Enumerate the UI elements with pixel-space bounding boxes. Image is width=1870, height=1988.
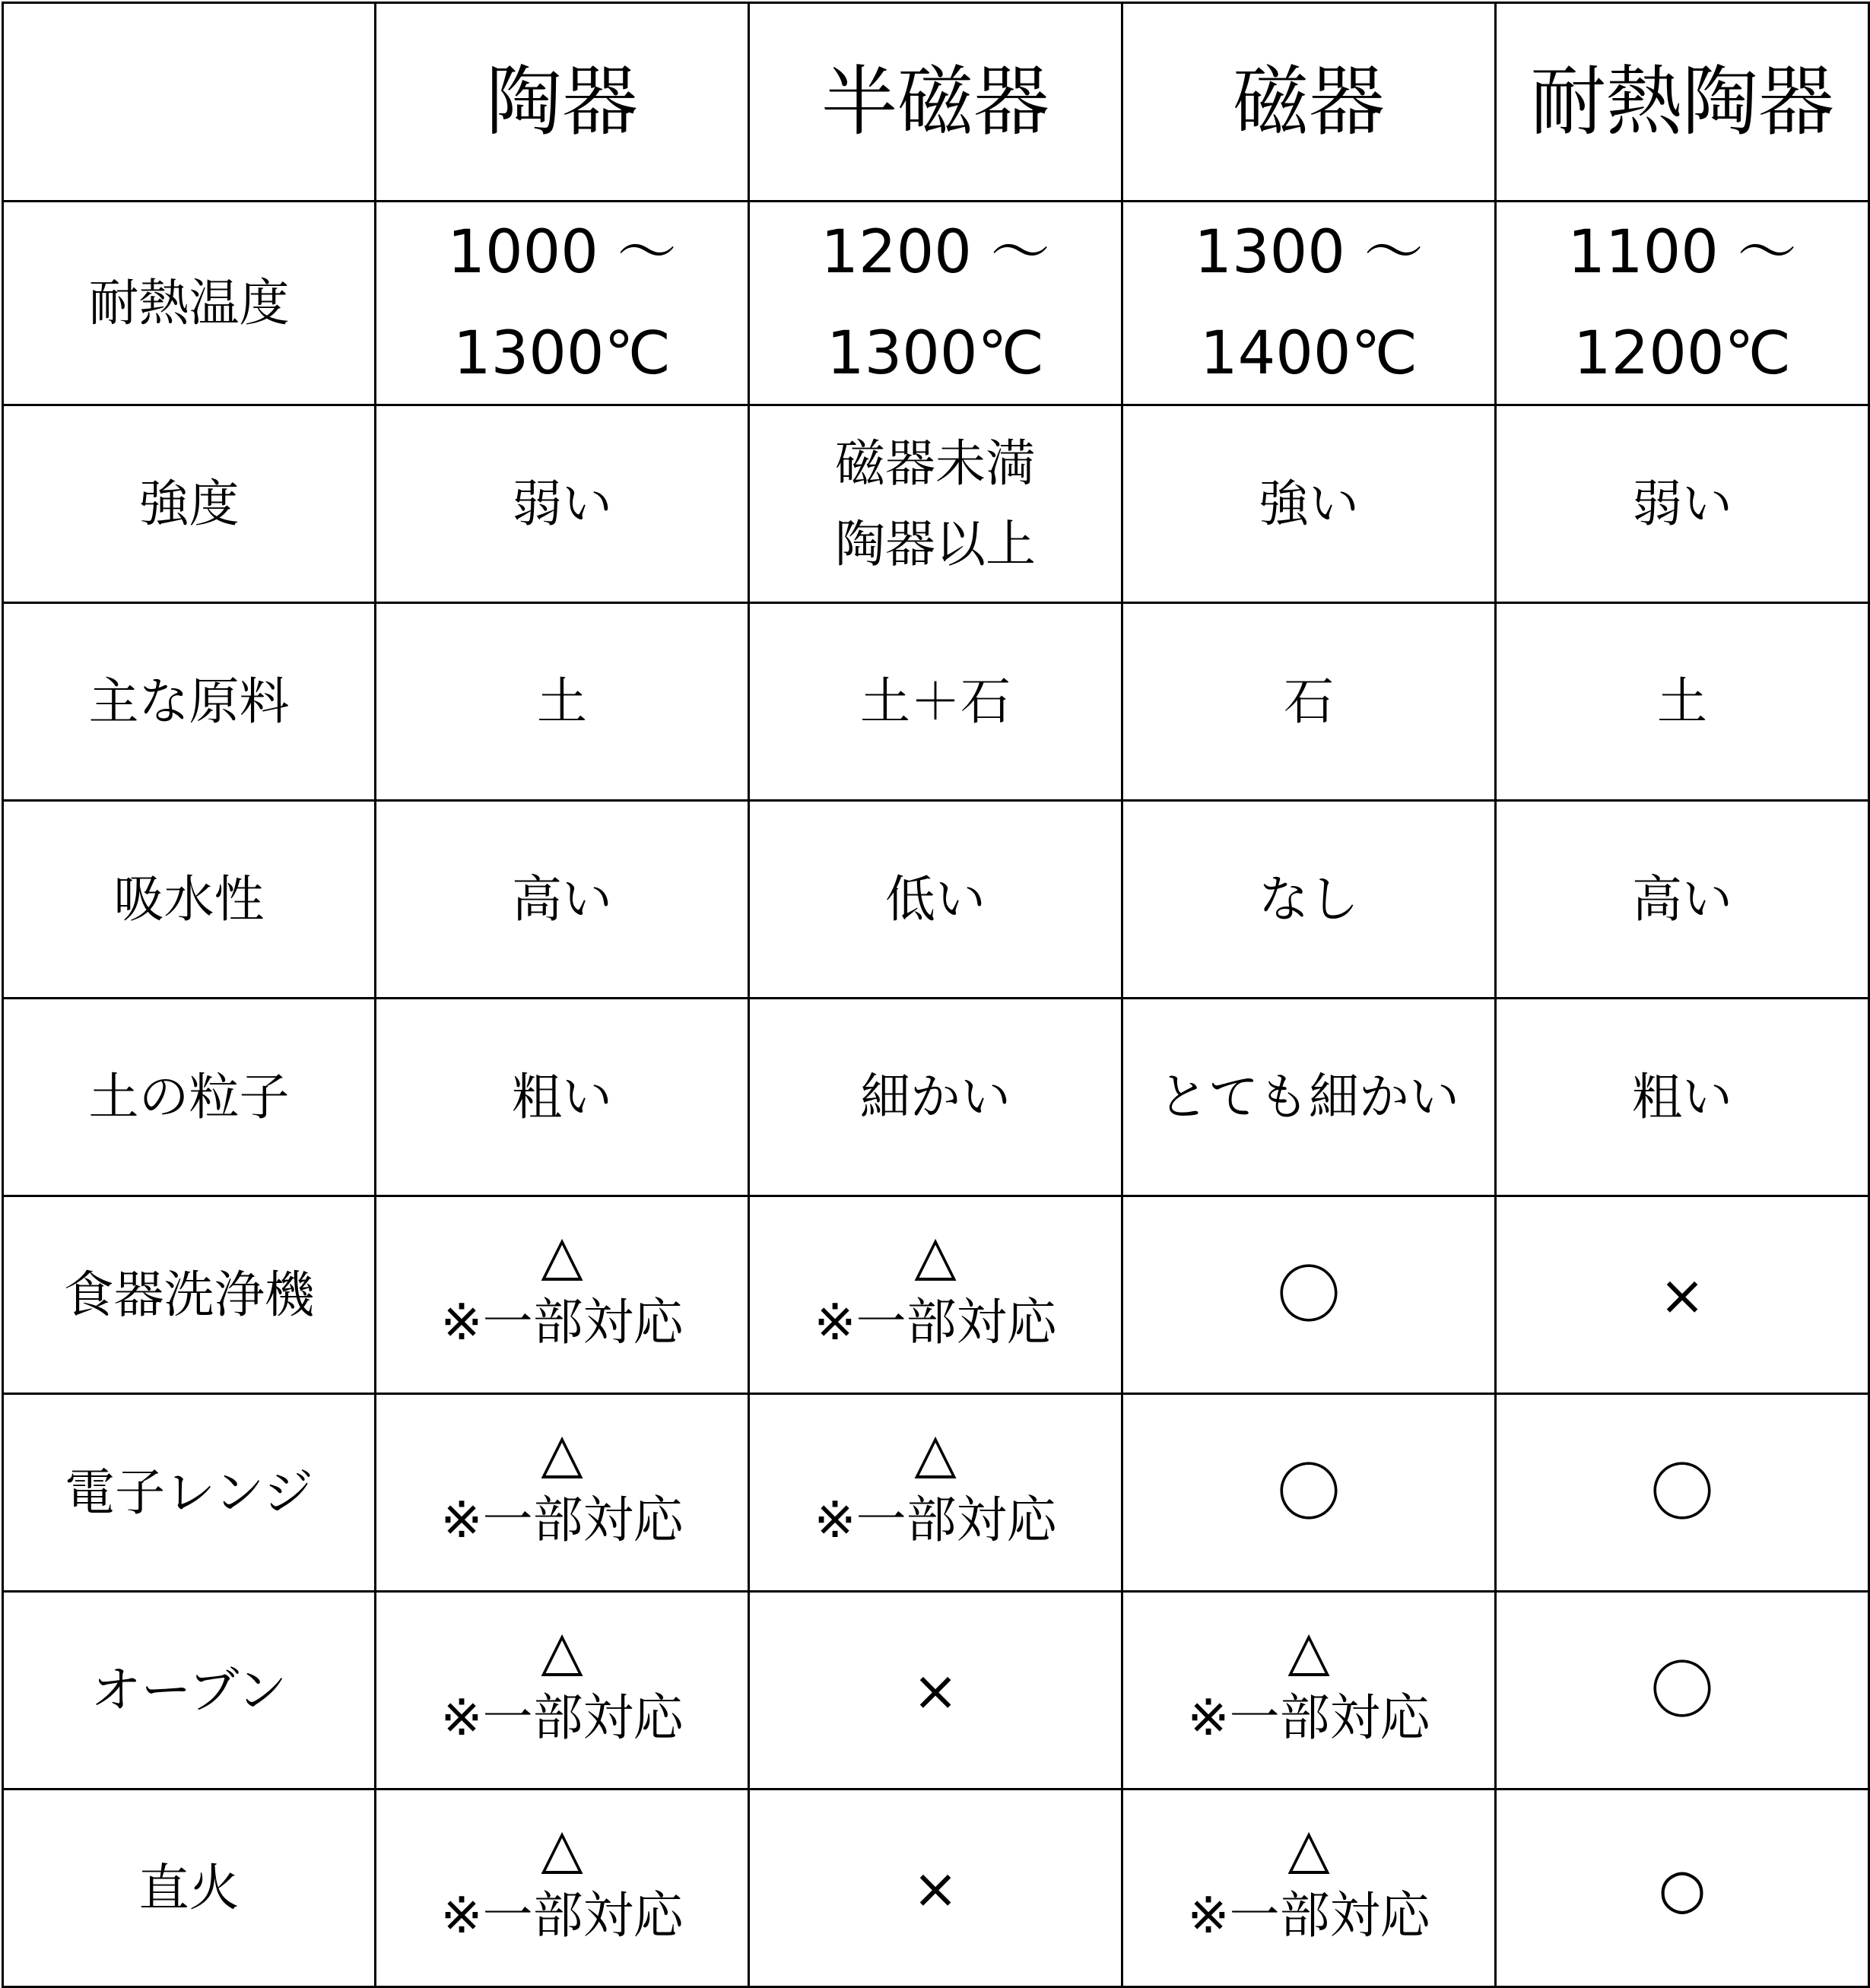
table-row xyxy=(3,1196,1869,1394)
cell-line: 低い xyxy=(885,869,986,929)
table-cell xyxy=(1122,1790,1496,1987)
triangle-mark: △ xyxy=(914,1222,957,1287)
cell-line: 磁器未満 xyxy=(835,434,1036,494)
table-cell xyxy=(1122,603,1496,801)
cell-line: 1300 ～ xyxy=(1194,218,1424,287)
circle-mark: 〇 xyxy=(1649,1455,1714,1530)
table-cell xyxy=(1122,801,1496,999)
table-cell xyxy=(376,999,749,1196)
table-cell xyxy=(1496,1592,1869,1790)
triangle-mark: △ xyxy=(1287,1815,1330,1880)
table-cell xyxy=(376,1394,749,1592)
table-cell xyxy=(376,1790,749,1987)
cell-line: とても細かい xyxy=(1158,1067,1459,1126)
column-header-heat-resistant: 耐熱陶器 xyxy=(1496,3,1869,202)
cell-note: ※一部対応 xyxy=(440,1490,684,1549)
column-header-semi-porcelain: 半磁器 xyxy=(749,3,1122,202)
table-cell xyxy=(1496,801,1869,999)
circle-mark: 〇 xyxy=(1276,1455,1341,1530)
table-cell xyxy=(1496,405,1869,603)
cell-note: ※一部対応 xyxy=(814,1292,1057,1351)
table-cell xyxy=(749,801,1122,999)
table-cell xyxy=(1496,202,1869,405)
row-label: 食器洗浄機 xyxy=(3,1196,376,1394)
table-cell xyxy=(376,202,749,405)
triangle-mark: △ xyxy=(541,1815,583,1880)
cell-line: 粗い xyxy=(512,1067,612,1126)
cell-line: 高い xyxy=(512,869,612,929)
cell-note: ※一部対応 xyxy=(440,1292,684,1351)
cell-line: 1200℃ xyxy=(1573,319,1792,388)
table-cell xyxy=(749,1592,1122,1790)
cell-line: 石 xyxy=(1284,672,1334,731)
table-cell xyxy=(1122,1394,1496,1592)
table-row xyxy=(3,1790,1869,1987)
cross-mark: × xyxy=(1659,1262,1706,1327)
table-cell xyxy=(1496,1394,1869,1592)
table-row xyxy=(3,1394,1869,1592)
table-cell xyxy=(376,405,749,603)
cell-line: 土 xyxy=(537,672,587,731)
table-cell xyxy=(1122,202,1496,405)
column-header-earthenware: 陶器 xyxy=(376,3,749,202)
table-cell xyxy=(749,1196,1122,1394)
row-label: 主な原料 xyxy=(3,603,376,801)
table-cell xyxy=(749,1790,1122,1987)
table-row xyxy=(3,801,1869,999)
table-cell xyxy=(749,603,1122,801)
row-label: 強度 xyxy=(3,405,376,603)
header-row xyxy=(3,3,1869,202)
cell-line: 粗い xyxy=(1632,1067,1732,1126)
table-cell xyxy=(1496,999,1869,1196)
triangle-mark: △ xyxy=(541,1420,583,1485)
table-cell xyxy=(749,405,1122,603)
table-cell xyxy=(1122,1592,1496,1790)
table-cell xyxy=(1496,1790,1869,1987)
table-cell xyxy=(376,1592,749,1790)
table-row xyxy=(3,603,1869,801)
cell-note: ※一部対応 xyxy=(1187,1885,1430,1945)
row-label: 直火 xyxy=(3,1790,376,1987)
table-cell xyxy=(376,603,749,801)
table-cell xyxy=(1496,1196,1869,1394)
table-row xyxy=(3,1592,1869,1790)
cell-line: 1300℃ xyxy=(826,319,1045,388)
row-label: 吸水性 xyxy=(3,801,376,999)
triangle-mark: △ xyxy=(541,1618,583,1682)
row-label: 電子レンジ xyxy=(3,1394,376,1592)
table-cell xyxy=(1122,1196,1496,1394)
circle-mark: 〇 xyxy=(1276,1257,1341,1332)
table-cell xyxy=(1496,603,1869,801)
row-label: 土の粒子 xyxy=(3,999,376,1196)
cell-line: 1300℃ xyxy=(452,319,671,388)
cell-line: 土 xyxy=(1657,672,1707,731)
table-cell xyxy=(376,1196,749,1394)
triangle-mark: △ xyxy=(541,1222,583,1287)
cell-line: 1000 ～ xyxy=(447,218,677,287)
table-cell xyxy=(749,202,1122,405)
table-row xyxy=(3,999,1869,1196)
table-cell xyxy=(749,999,1122,1196)
cell-line: なし xyxy=(1259,869,1359,929)
cell-line: 細かい xyxy=(860,1067,1011,1126)
column-header-porcelain: 磁器 xyxy=(1122,3,1496,202)
row-label: オーブン xyxy=(3,1592,376,1790)
cell-line: 高い xyxy=(1632,869,1732,929)
comparison-table xyxy=(2,2,1870,1988)
cell-line: 1400℃ xyxy=(1199,319,1418,388)
circle-mark: ○ xyxy=(1658,1856,1706,1920)
cell-line: 土＋石 xyxy=(860,672,1011,731)
cell-line: 陶器以上 xyxy=(835,514,1036,573)
cell-note: ※一部対応 xyxy=(1187,1688,1430,1747)
cell-line: 強い xyxy=(1259,474,1359,533)
cell-note: ※一部対応 xyxy=(440,1885,684,1945)
table-cell xyxy=(1122,999,1496,1196)
corner-cell xyxy=(3,3,376,202)
cell-line: 弱い xyxy=(512,474,612,533)
table-row xyxy=(3,405,1869,603)
cell-line: 弱い xyxy=(1632,474,1732,533)
table-cell xyxy=(376,801,749,999)
table-cell xyxy=(749,1394,1122,1592)
circle-mark: 〇 xyxy=(1649,1653,1714,1728)
table-cell xyxy=(1122,405,1496,603)
triangle-mark: △ xyxy=(1287,1618,1330,1682)
table-row xyxy=(3,202,1869,405)
cell-line: 1200 ～ xyxy=(821,218,1050,287)
cross-mark: × xyxy=(912,1658,959,1723)
cell-line: 1100 ～ xyxy=(1567,218,1797,287)
triangle-mark: △ xyxy=(914,1420,957,1485)
row-label: 耐熱温度 xyxy=(3,202,376,405)
cell-note: ※一部対応 xyxy=(440,1688,684,1747)
cell-note: ※一部対応 xyxy=(814,1490,1057,1549)
cross-mark: × xyxy=(912,1856,959,1920)
